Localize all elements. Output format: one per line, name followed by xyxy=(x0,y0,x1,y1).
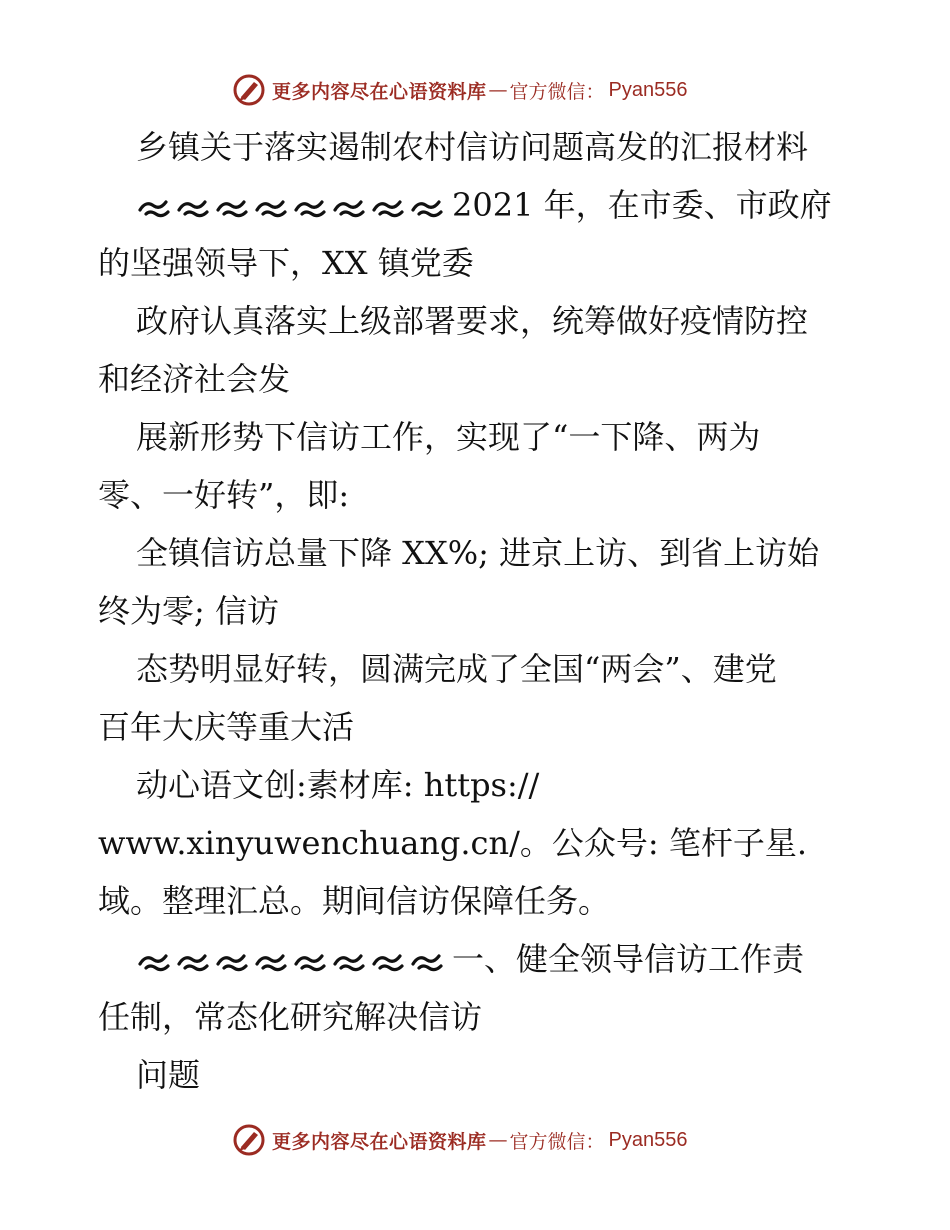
paragraph-line: 百年大庆等重大活 xyxy=(98,708,355,746)
paragraph-line: 展新形势下信访工作，实现了“一下降、两为 xyxy=(136,418,761,456)
watermark-wechat-id: Pyan556 xyxy=(608,78,688,101)
ornament-glyphs xyxy=(136,950,452,974)
footer-watermark xyxy=(232,1120,752,1160)
paragraph-line: 任制，常态化研究解决信访 xyxy=(98,998,483,1036)
section-heading-line xyxy=(98,930,858,988)
paragraph-line xyxy=(98,176,858,234)
paragraph-line: 动心语文创:素材库: https:// xyxy=(136,766,540,804)
paragraph-text: 2021 年，在市委、市政府 xyxy=(452,186,832,224)
watermark-dash: — xyxy=(488,79,508,101)
paragraph-line: 态势明显好转，圆满完成了全国“两会”、建党 xyxy=(136,650,777,688)
watermark-wechat-id: Pyan556 xyxy=(608,1128,688,1151)
paragraph-line: 政府认真落实上级部署要求，统筹做好疫情防控 xyxy=(136,302,809,340)
paragraph-line: 零、一好转”，即: xyxy=(98,476,350,514)
quill-logo-icon xyxy=(232,1123,266,1157)
paragraph-line: 问题 xyxy=(136,1056,201,1094)
header-watermark xyxy=(232,70,752,110)
document-body xyxy=(98,118,858,1104)
watermark-brand: 更多内容尽在心语资料库 xyxy=(272,1130,487,1153)
paragraph-line: 全镇信访总量下降 XX%; 进京上访、到省上访始 xyxy=(136,534,820,572)
paragraph-line: www.xinyuwenchuang.cn/。公众号: 笔杆子星. xyxy=(98,824,807,862)
ornament-glyphs xyxy=(136,196,452,220)
paragraph-line: 域。整理汇总。期间信访保障任务。 xyxy=(98,882,611,920)
paragraph-line: 和经济社会发 xyxy=(98,360,291,398)
ornament-icon xyxy=(136,196,452,220)
watermark-dash: — xyxy=(488,1129,508,1151)
paragraph-line: 的坚强领导下，XX 镇党委 xyxy=(98,244,474,282)
section-heading-text: 一、健全领导信访工作责 xyxy=(452,940,805,978)
document-title: 乡镇关于落实遏制农村信访问题高发的汇报材料 xyxy=(136,128,809,166)
paragraph-line: 终为零; 信访 xyxy=(98,592,279,630)
quill-logo-icon xyxy=(232,73,266,107)
ornament-icon xyxy=(136,950,452,974)
watermark-official-label: 官方微信： xyxy=(509,80,605,103)
watermark-official-label: 官方微信： xyxy=(509,1130,605,1153)
watermark-brand: 更多内容尽在心语资料库 xyxy=(272,80,487,103)
